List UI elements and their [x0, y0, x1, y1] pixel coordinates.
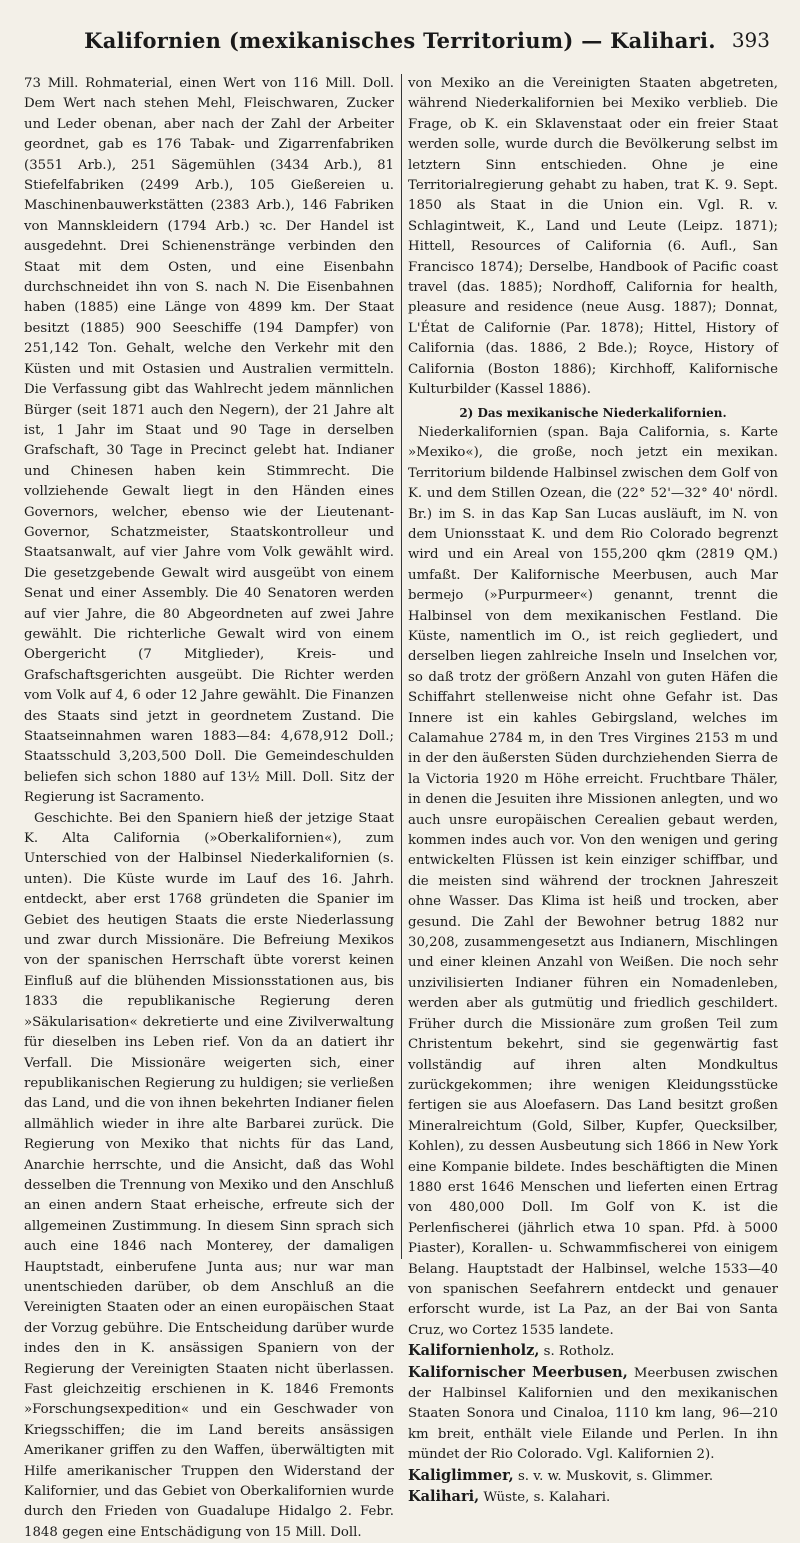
entry-headword: Kalifornischer Meerbusen,	[408, 1363, 628, 1381]
entry-text: Meerbusen zwischen der Halbinsel Kalifornien und den mexikanischen Staaten Sonora und Cinaloa, 1110 km lang, 96—210 km breit, enthält viele Eilande und Perlen. In ihn mündet der Rio Colorado. Vgl. Kalifornien 2).	[408, 1365, 778, 1463]
entry-kalifornischer-meerbusen	[408, 1363, 778, 1466]
entry-text: Wüste, s. Kalahari.	[479, 1490, 611, 1506]
entry-kalihari	[408, 1487, 778, 1508]
paragraph-niederkalifornien: Niederkalifornien (span. Baja California, s. Karte »Mexiko«), die große, noch jetzt ein mexikan. Territorium bildende Halbinsel zwischen dem Golf von K. und dem Stillen Ozean, die (22° 52'—32° 40' nördl. Br.) im S. in das Kap San Lucas ausläuft, im N. von dem Unionsstaat K. und dem Rio Colorado begrenzt wird und ein Areal von 155,200 qkm (2819 QM.) umfaßt. Der Kalifornische Meerbusen, auch Mar bermejo (»Purpurmeer«) genannt, trennt die Halbinsel von dem mexikanischen Festland. Die Küste, namentlich im O., ist reich gegliedert, und derselben liegen zahlreiche Inseln und Inselchen vor, so daß trotz der größern Anzahl von guten Häfen die Schiffahrt stellenweise nicht ohne Gefahr ist. Das Innere ist ein kahles Gebirgsland, welches im Calamahue 2784 m, in den Tres Virgines 2153 m und in der den äußersten Süden durchziehenden Sierra de la Victoria 1920 m Höhe erreicht. Fruchtbare Thäler, in denen die Jesuiten ihre Missionen anlegten, und wo auch unsre europäischen Cerealien gebaut werden, kommen indes auch vor. Von den wenigen und gering entwickelten Flüssen ist kein einziger schiffbar, und die meisten sind während der trocknen Jahreszeit ohne Wasser. Das Klima ist heiß und trocken, aber gesund. Die Zahl der Bewohner betrug 1882 nur 30,208, zusammengesetzt aus Indianern, Mischlingen und einer kleinen Anzahl von Weißen. Die noch sehr unzivilisierten Indianer führen ein Nomadenleben, werden aber als gutmütig und friedlich geschildert. Früher durch die Missionäre zum großen Teil zum Christentum bekehrt, sind sie gegenwärtig fast vollständig auf ihren alten Mondkultus zurückgekommen; ihre wenigen Kleidungsstücke fertigen sie aus Aloefasern. Das Land besitzt großen Mineralreichtum (Gold, Silber, Kupfer, Quecksilber, Kohlen), zu dessen Ausbeutung sich 1866 in New York eine Kompanie bildete. Indes beschäftigten die Minen 1880 erst 1646 Menschen und lieferten einen Ertrag von 480,000 Doll. Im Golf von K. ist die Perlenfischerei (jährlich etwa 10 span. Pfd. à 5000 Piaster), Korallen- u. Schwammfischerei von einigem Belang. Hauptstadt der Halbinsel, welche 1533—40 von spanischen Seefahrern entdeckt und genauer erforscht wurde, ist La Paz, an der Bai von Santa Cruz, wo Cortez 1535 landete.	[408, 424, 778, 1338]
paragraph-history: Geschichte. Bei den Spaniern hieß der jetzige Staat K. Alta California (»Oberkalifornien«), zum Unterschied von der Halbinsel Niederkalifornien (s. unten). Die Küste wurde im Lauf des 16. Jahrh. entdeckt, aber erst 1768 gründeten die Spanier im Gebiet des heutigen Staats die erste Niederlassung und zwar durch Missionäre. Die Befreiung Mexikos von der spanischen Herrschaft übte vorerst keinen Einfluß auf die blühenden Missionsstationen aus, bis 1833 die republikanische Regierung deren »Säkularisation« dekretierte und eine Zivilverwaltung für dieselben ins Leben rief. Von da an datiert ihr Verfall. Die Missionäre weigerten sich, einer republikanischen Regierung zu huldigen; sie verließen das Land, und die von ihnen bekehrten Indianer fielen allmählich wieder in ihre alte Barbarei zurück. Die Regierung von Mexiko that nichts für das Land, Anarchie herrschte, und die Ansicht, daß das Wohl desselben die Trennung von Mexiko und den Anschluß an einen andern Staat erheische, erfreute sich der allgemeinen Zustimmung. In diesem Sinn sprach sich auch eine 1846 nach Monterey, der damaligen Hauptstadt, einberufene Junta aus; nur war man unentschieden darüber, ob dem Anschluß an die Vereinigten Staaten oder an einen europäischen Staat der Vorzug gebühre. Die Entscheidung darüber wurde indes den in K. ansässigen Spaniern von der Regierung der Vereinigten Staaten nicht überlassen. Fast gleichzeitig erschienen in K. 1846 Fremonts »Forschungsexpedition« und ein Geschwader von Kriegsschiffen; die im Land bereits ansässigen Amerikaner griffen zu den Waffen, überwältigten mit Hilfe amerikanischer Truppen den Widerstand der Kalifornier, und das Gebiet von Oberkalifornien wurde durch den Frieden von Guadalupe Hidalgo 2. Febr. 1848 gegen eine Entschädigung von 15 Mill. Doll.	[24, 810, 394, 1540]
entry-headword: Kalifornienholz,	[408, 1342, 540, 1360]
paragraph-history-continued: von Mexiko an die Vereinigten Staaten abgetreten, während Niederkalifornien bei Mexiko verblieb. Die Frage, ob K. ein Sklavenstaat oder ein freier Staat werden solle, wurde durch die Bevölkerung selbst im letztern Sinn entschieden. Ohne je eine Territorialregierung gehabt zu haben, trat K. 9. Sept. 1850 als Staat in die Union ein. Vgl. R. v. Schlagintweit, K., Land und Leute (Leipz. 1871); Hittell, Resources of California (6. Aufl., San Francisco 1874); Derselbe, Handbook of Pacific coast travel (das. 1885); Nordhoff, California for health, pleasure and residence (neue Ausg. 1887); Donnat, L'État de Californie (Par. 1878); Hittel, History of California (das. 1886, 2 Bde.); Royce, History of California (Boston 1886); Kirchhoff, Kalifornische Kulturbilder (Kassel 1886).	[408, 76, 778, 398]
entry-kaliglimmer	[408, 1466, 778, 1487]
column-divider	[401, 74, 402, 1259]
page-header	[24, 28, 776, 64]
entry-headword: Kalihari,	[408, 1488, 480, 1506]
entry-headword: Kaliglimmer,	[408, 1466, 514, 1484]
running-title: Kalifornien (mexikanisches Territorium) — Kalihari.	[84, 28, 716, 53]
right-column	[408, 74, 778, 1506]
section-subheading: 2) Das mexikanische Niederkalifornien.	[459, 405, 727, 420]
entry-text: s. Rotholz.	[539, 1344, 615, 1360]
paragraph-economy-constitution: 73 Mill. Rohmaterial, einen Wert von 116 Mill. Doll. Dem Wert nach stehen Mehl, Fleischwaren, Zucker und Leder obenan, aber nach der Zahl der Arbeiter geordnet, gab es 176 Tabak- und Zigarrenfabriken (3551 Arb.), 251 Sägemühlen (3434 Arb.), 81 Stiefelfabriken (2499 Arb.), 105 Gießereien u. Maschinenbauwerkstätten (2383 Arb.), 146 Fabriken von Mannskleidern (1794 Arb.) ꝛc. Der Handel ist ausgedehnt. Drei Schienenstränge verbinden den Staat mit dem Osten, und eine Eisenbahn durchschneidet ihn von S. nach N. Die Eisenbahnen haben (1885) eine Länge von 4899 km. Der Staat besitzt (1885) 900 Seeschiffe (194 Dampfer) von 251,142 Ton. Gehalt, welche den Verkehr mit den Küsten und mit Ostasien und Australien vermitteln. Die Verfassung gibt das Wahlrecht jedem männlichen Bürger (seit 1871 auch den Negern), der 21 Jahre alt ist, 1 Jahr im Staat und 90 Tage in derselben Grafschaft, 30 Tage in Precinct gelebt hat. Indianer und Chinesen haben kein Stimmrecht. Die vollziehende Gewalt liegt in den Händen eines Governors, welcher, ebenso wie der Lieutenant-Governor, Schatzmeister, Staatskontrolleur und Staatsanwalt, auf vier Jahre vom Volk gewählt wird. Die gesetzgebende Gewalt wird ausgeübt von einem Senat und einer Assembly. Die 40 Senatoren werden auf vier Jahre, die 80 Abgeordneten auf zwei Jahre gewählt. Die richterliche Gewalt wird von einem Obergericht (7 Mitglieder), Kreis- und Grafschaftsgerichten ausgeübt. Die Richter werden vom Volk auf 4, 6 oder 12 Jahre gewählt. Die Finanzen des Staats sind jetzt in geordnetem Zustand. Die Staatseinnahmen waren 1883—84: 4,678,912 Doll.; Staatsschuld 3,203,500 Doll. Die Gemeindeschulden beliefen sich schon 1880 auf 13½ Mill. Doll. Sitz der Regierung ist Sacramento.	[24, 76, 394, 806]
entry-kalifornienholz	[408, 1341, 778, 1362]
left-column	[24, 74, 394, 1540]
entry-text: s. v. w. Muskovit, s. Glimmer.	[513, 1468, 714, 1484]
page-number: 393	[731, 28, 770, 52]
